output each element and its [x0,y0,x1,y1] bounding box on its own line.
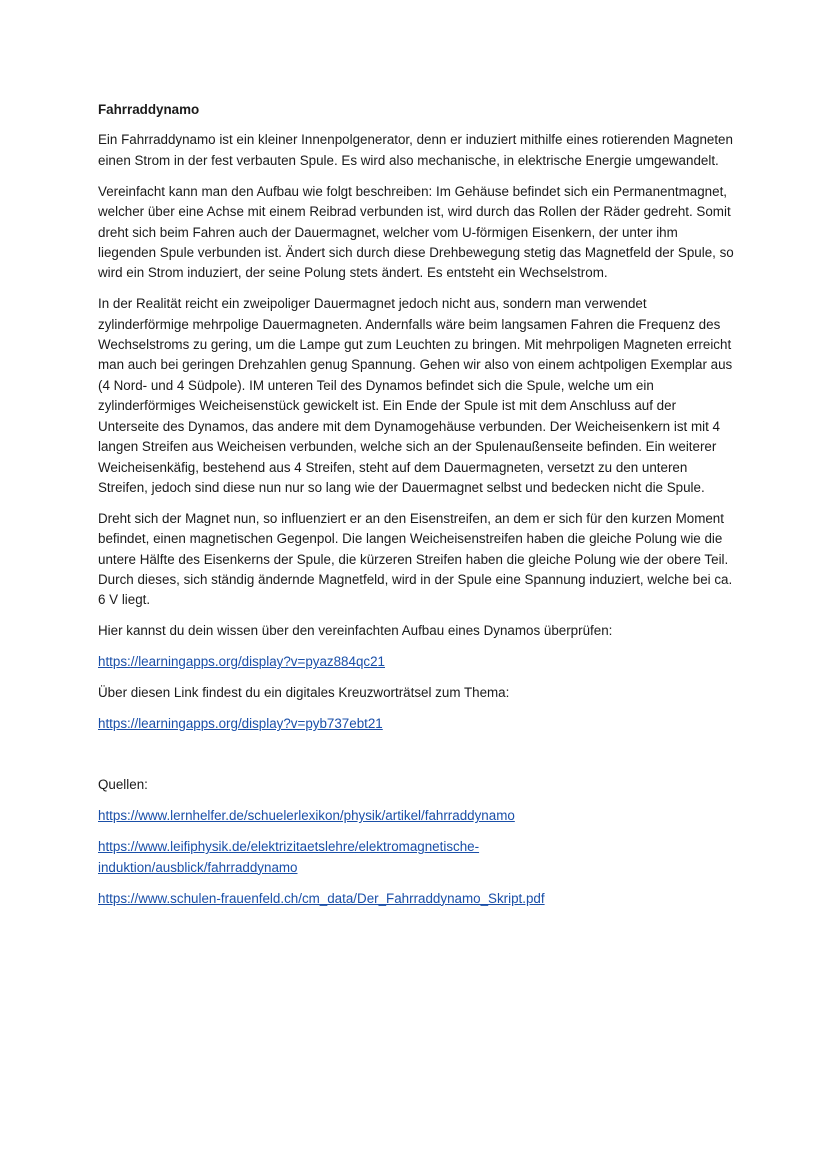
paragraph-reality: In der Realität reicht ein zweipoliger Dauermagnet jedoch nicht aus, sondern man verwendet zylinderförmige mehrpolige Dauermagneten. Andernfalls wäre beim langsamen Fahren die Frequenz des Wechselstroms zu gering, um die Lampe gut zum Leuchten zu bringen. Mit mehrpoligen Magneten erreicht man auch bei geringen Drehzahlen genug Spannung. Gehen wir also von einem achtpoligen Exemplar aus (4 Nord- und 4 Südpole). IM unteren Teil des Dynamos befindet sich die Spule, welche um ein zylinderförmiges Weicheisenstück gewickelt ist. Ein Ende der Spule ist mit dem Anschluss auf der Unterseite des Dynamos, das andere mit dem Dynamogehäuse verbunden. Der Weicheisenkern ist mit 4 langen Streifen aus Weicheisen verbunden, welche sich an der Spulenaußenseite befinden. Ein weiterer Weicheisenkäfig, bestehend aus 4 Streifen, steht auf dem Dauermagneten, versetzt zu den unteren Streifen, jedoch sind diese nun nur so lang wie der Dauermagnet selbst und bedecken nicht die Spule. [98,296,733,495]
crossword-link[interactable]: https://learningapps.org/display?v=pyb737ebt21 [98,716,383,732]
quiz-link[interactable]: https://learningapps.org/display?v=pyaz884qc21 [98,654,385,670]
paragraph-function: Dreht sich der Magnet nun, so influenziert er an den Eisenstreifen, an dem er sich für den kurzen Moment befindet, einen magnetischen Gegenpol. Die langen Weicheisenstreifen haben die gleiche Polung wie die untere Hälfte des Eisenkerns der Spule, die kürzeren Streifen haben die gleiche Polung wie der obere Teil. Durch dieses, sich ständig ändernde Magnetfeld, wird in der Spule eine Spannung induziert, welche bei ca. 6 V liegt. [98,510,733,608]
source-link-leifiphysik[interactable]: https://www.leifiphysik.de/elektrizitaetslehre/elektromagnetische-induktion/ausblick/fahrraddynamo [98,839,480,875]
sources-label: Quellen: [98,777,148,793]
source-link-frauenfeld[interactable]: https://www.schulen-frauenfeld.ch/cm_data/Der_Fahrraddynamo_Skript.pdf [98,890,545,906]
document-page [98,100,738,920]
paragraph-intro: Ein Fahrraddynamo ist ein kleiner Innenpolgenerator, denn er induziert mithilfe eines rotierenden Magneten einen Strom in der fest verbauten Spule. Es wird also mechanische, in elektrische Energie umgewandelt. [98,132,733,168]
document-title: Fahrraddynamo [98,102,200,117]
paragraph-quiz-intro: Hier kannst du dein wissen über den vereinfachten Aufbau eines Dynamos überprüfen: [98,623,613,639]
paragraph-structure: Vereinfacht kann man den Aufbau wie folgt beschreiben: Im Gehäuse befindet sich ein Permanentmagnet, welcher über eine Achse mit einem Reibrad verbunden ist, wird durch das Rollen der Räder gedreht. Somit dreht sich beim Fahren auch der Dauermagnet, welcher vom U-förmigen Eisenkern, der unter ihm liegenden Spule verbunden ist. Ändert sich durch diese Drehbewegung stetig das Magnetfeld der Spule, so wird ein Strom induziert, der seine Polung stets ändert. Es entsteht ein Wechselstrom. [98,183,734,281]
source-link-lernhelfer[interactable]: https://www.lernhelfer.de/schuelerlexikon/physik/artikel/fahrraddynamo [98,808,515,824]
paragraph-crossword-intro: Über diesen Link findest du ein digitales Kreuzworträtsel zum Thema: [98,685,510,701]
